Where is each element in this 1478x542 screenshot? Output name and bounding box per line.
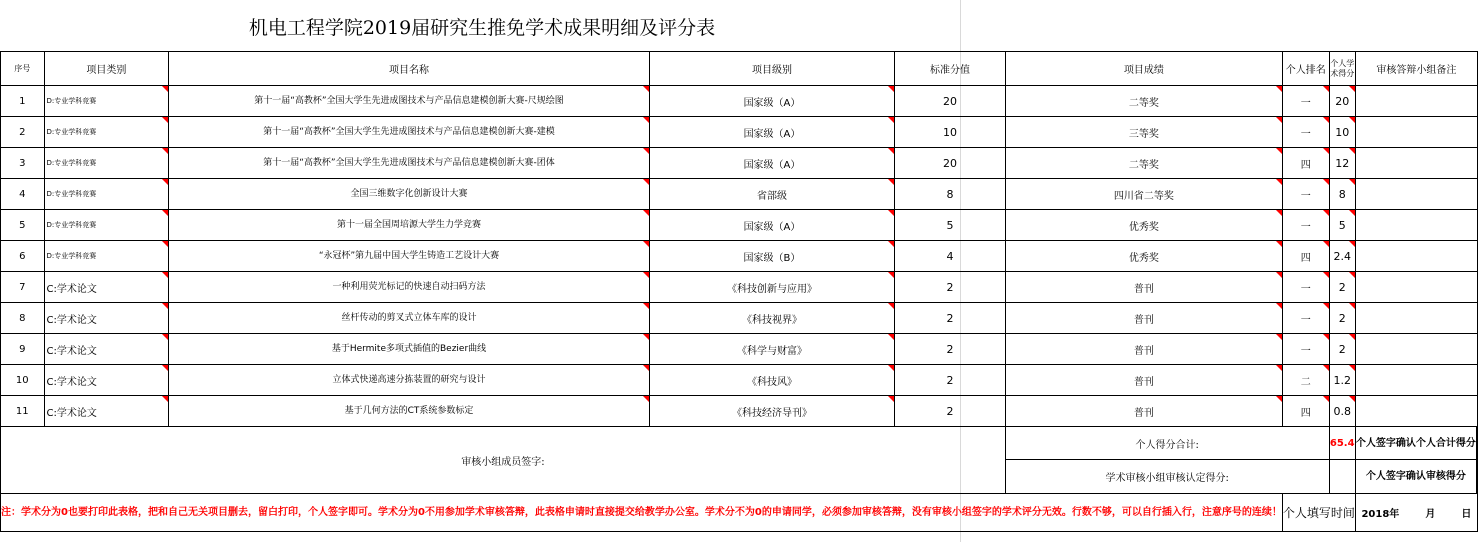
header-seq: 序号 [1,52,45,86]
total-score-value[interactable]: 65.4 [1329,427,1355,460]
row-result[interactable]: 三等奖 [1005,117,1282,148]
row-category[interactable]: D:专业学科竞赛 [44,148,169,179]
row-name[interactable]: 丝杆传动的剪叉式立体车库的设计 [169,303,650,334]
table-row [1,303,1478,334]
row-rank[interactable]: 四 [1282,148,1329,179]
row-remarks[interactable] [1355,179,1477,210]
row-rank[interactable]: 一 [1282,86,1329,117]
row-result[interactable]: 四川省二等奖 [1005,179,1282,210]
row-standard-score[interactable]: 2 [895,334,1006,365]
row-remarks[interactable] [1355,272,1477,303]
row-standard-score[interactable]: 20 [895,148,1006,179]
row-result[interactable]: 普刊 [1005,396,1282,427]
row-name[interactable]: 立体式快递高速分拣装置的研究与设计 [169,365,650,396]
committee-score-label: 学术审核小组审核认定得分: [1005,460,1329,494]
row-remarks[interactable] [1355,396,1477,427]
row-category[interactable]: D:专业学科竞赛 [44,210,169,241]
row-personal-score[interactable]: 1.2 [1329,365,1355,396]
header-level: 项目级别 [649,52,894,86]
row-result[interactable]: 优秀奖 [1005,241,1282,272]
row-result[interactable]: 普刊 [1005,303,1282,334]
row-category[interactable]: C:学术论文 [44,396,169,427]
footer-row-note [1,494,1478,532]
row-standard-score[interactable]: 8 [895,179,1006,210]
row-category[interactable]: D:专业学科竞赛 [44,241,169,272]
committee-score-value[interactable] [1329,460,1355,494]
row-category[interactable]: D:专业学科竞赛 [44,86,169,117]
header-remarks: 审核答辩小组备注 [1355,52,1477,86]
row-level[interactable]: 省部级 [649,179,894,210]
row-level[interactable]: 《科技创新与应用》 [649,272,894,303]
row-standard-score[interactable]: 10 [895,117,1006,148]
row-result[interactable]: 普刊 [1005,334,1282,365]
row-level[interactable]: 《科学与财富》 [649,334,894,365]
confirm-total-cell[interactable] [1476,427,1477,460]
committee-sign-label: 审核小组成员签字: [1,427,1006,494]
table-row [1,365,1478,396]
row-personal-score[interactable]: 2.4 [1329,241,1355,272]
instruction-note: 注：学术分为0也要打印此表格，把和自己无关项目删去，留白打印，个人签字即可。学术分为0不用参加学术审核答辩，此表格申请时直接提交给教学办公室。学术分不为0的申请同学，必须参加审核答辩，没有审核小组签字的学术评分无效。行数不够，可以自行插入行，注意序号的连续！ [1,494,1283,532]
row-name[interactable]: 基于Hermite多项式插值的Bezier曲线 [169,334,650,365]
row-standard-score[interactable]: 20 [895,86,1006,117]
row-level[interactable]: 《科技视界》 [649,303,894,334]
table-row [1,210,1478,241]
row-personal-score[interactable]: 8 [1329,179,1355,210]
row-remarks[interactable] [1355,365,1477,396]
row-category[interactable]: C:学术论文 [44,272,169,303]
row-personal-score[interactable]: 10 [1329,117,1355,148]
row-seq[interactable]: 2 [1,117,45,148]
scores-table [0,51,1478,532]
header-name: 项目名称 [169,52,650,86]
row-seq[interactable]: 4 [1,179,45,210]
row-rank[interactable]: 四 [1282,241,1329,272]
fill-day: 日 [1461,509,1472,520]
header-rank: 个人排名 [1282,52,1329,86]
fill-year: 2018年 [1361,509,1400,520]
confirm-total-label: 个人签字确认个人合计得分 [1355,427,1476,460]
table-header-row [1,52,1478,86]
row-seq[interactable]: 3 [1,148,45,179]
row-level[interactable]: 《科技经济导刊》 [649,396,894,427]
total-score-label: 个人得分合计: [1005,427,1329,460]
row-level[interactable]: 国家级（A） [649,148,894,179]
fill-time-label: 个人填写时间 [1282,494,1355,532]
page-title: 机电工程学院2019届研究生推免学术成果明细及评分表 [248,17,716,39]
row-rank[interactable]: 一 [1282,179,1329,210]
row-standard-score[interactable]: 4 [895,241,1006,272]
row-rank[interactable]: 一 [1282,303,1329,334]
confirm-committee-label: 个人签字确认审核得分 [1355,460,1476,494]
row-seq[interactable]: 9 [1,334,45,365]
header-category: 项目类别 [44,52,169,86]
fill-month: 月 [1425,509,1436,520]
row-result[interactable]: 二等奖 [1005,86,1282,117]
row-rank[interactable]: 四 [1282,396,1329,427]
row-level[interactable]: 国家级（A） [649,117,894,148]
table-row [1,148,1478,179]
row-standard-score[interactable]: 2 [895,396,1006,427]
row-rank[interactable]: 一 [1282,210,1329,241]
table-row [1,117,1478,148]
row-seq[interactable]: 6 [1,241,45,272]
row-personal-score[interactable]: 12 [1329,148,1355,179]
table-row [1,86,1478,117]
row-standard-score[interactable]: 5 [895,210,1006,241]
row-result[interactable]: 二等奖 [1005,148,1282,179]
row-remarks[interactable] [1355,241,1477,272]
row-remarks[interactable] [1355,86,1477,117]
confirm-committee-cell[interactable] [1476,460,1477,494]
row-name[interactable]: 基于几何方法的CT系统参数标定 [169,396,650,427]
row-rank[interactable]: 二 [1282,365,1329,396]
row-name[interactable]: 一种利用荧光标记的快速自动扫码方法 [169,272,650,303]
row-category[interactable]: C:学术论文 [44,365,169,396]
row-standard-score[interactable]: 2 [895,365,1006,396]
table-row [1,272,1478,303]
row-category[interactable]: D:专业学科竞赛 [44,179,169,210]
row-seq[interactable]: 1 [1,86,45,117]
row-result[interactable]: 普刊 [1005,272,1282,303]
row-category[interactable]: D:专业学科竞赛 [44,117,169,148]
row-seq[interactable]: 7 [1,272,45,303]
header-result: 项目成绩 [1005,52,1282,86]
row-remarks[interactable] [1355,117,1477,148]
row-seq[interactable]: 10 [1,365,45,396]
row-rank[interactable]: 一 [1282,272,1329,303]
header-personal-score: 个人学术得分 [1329,52,1355,86]
table-row [1,396,1478,427]
row-result[interactable]: 普刊 [1005,365,1282,396]
row-personal-score[interactable]: 5 [1329,210,1355,241]
row-remarks[interactable] [1355,210,1477,241]
row-name[interactable]: 第十一届“高教杯”全国大学生先进成图技术与产品信息建模创新大赛-团体 [169,148,650,179]
row-name[interactable]: 第十一届“高教杯”全国大学生先进成图技术与产品信息建模创新大赛-建模 [169,117,650,148]
row-personal-score[interactable]: 20 [1329,86,1355,117]
row-level[interactable]: 国家级（A） [649,86,894,117]
row-level[interactable]: 国家级（A） [649,210,894,241]
table-row [1,241,1478,272]
row-name[interactable]: 第十一届“高教杯”全国大学生先进成图技术与产品信息建模创新大赛-尺规绘图 [169,86,650,117]
row-rank[interactable]: 一 [1282,334,1329,365]
row-personal-score[interactable]: 2 [1329,272,1355,303]
table-row [1,179,1478,210]
header-standard-score: 标准分值 [895,52,1006,86]
row-remarks[interactable] [1355,334,1477,365]
row-name[interactable]: 第十一届全国周培源大学生力学竞赛 [169,210,650,241]
row-seq[interactable]: 5 [1,210,45,241]
row-level[interactable]: 《科技风》 [649,365,894,396]
row-personal-score[interactable]: 0.8 [1329,396,1355,427]
row-standard-score[interactable]: 2 [895,303,1006,334]
fill-date[interactable] [1355,494,1477,532]
row-result[interactable]: 优秀奖 [1005,210,1282,241]
row-seq[interactable]: 8 [1,303,45,334]
row-name[interactable]: 全国三维数字化创新设计大赛 [169,179,650,210]
row-rank[interactable]: 一 [1282,117,1329,148]
row-name[interactable]: “永冠杯”第九届中国大学生铸造工艺设计大赛 [169,241,650,272]
row-personal-score[interactable]: 2 [1329,334,1355,365]
row-level[interactable]: 国家级（B） [649,241,894,272]
row-standard-score[interactable]: 2 [895,272,1006,303]
row-remarks[interactable] [1355,303,1477,334]
row-seq[interactable]: 11 [1,396,45,427]
row-category[interactable]: C:学术论文 [44,334,169,365]
table-row [1,334,1478,365]
row-remarks[interactable] [1355,148,1477,179]
row-category[interactable]: C:学术论文 [44,303,169,334]
footer-row-total [1,427,1478,460]
row-personal-score[interactable]: 2 [1329,303,1355,334]
